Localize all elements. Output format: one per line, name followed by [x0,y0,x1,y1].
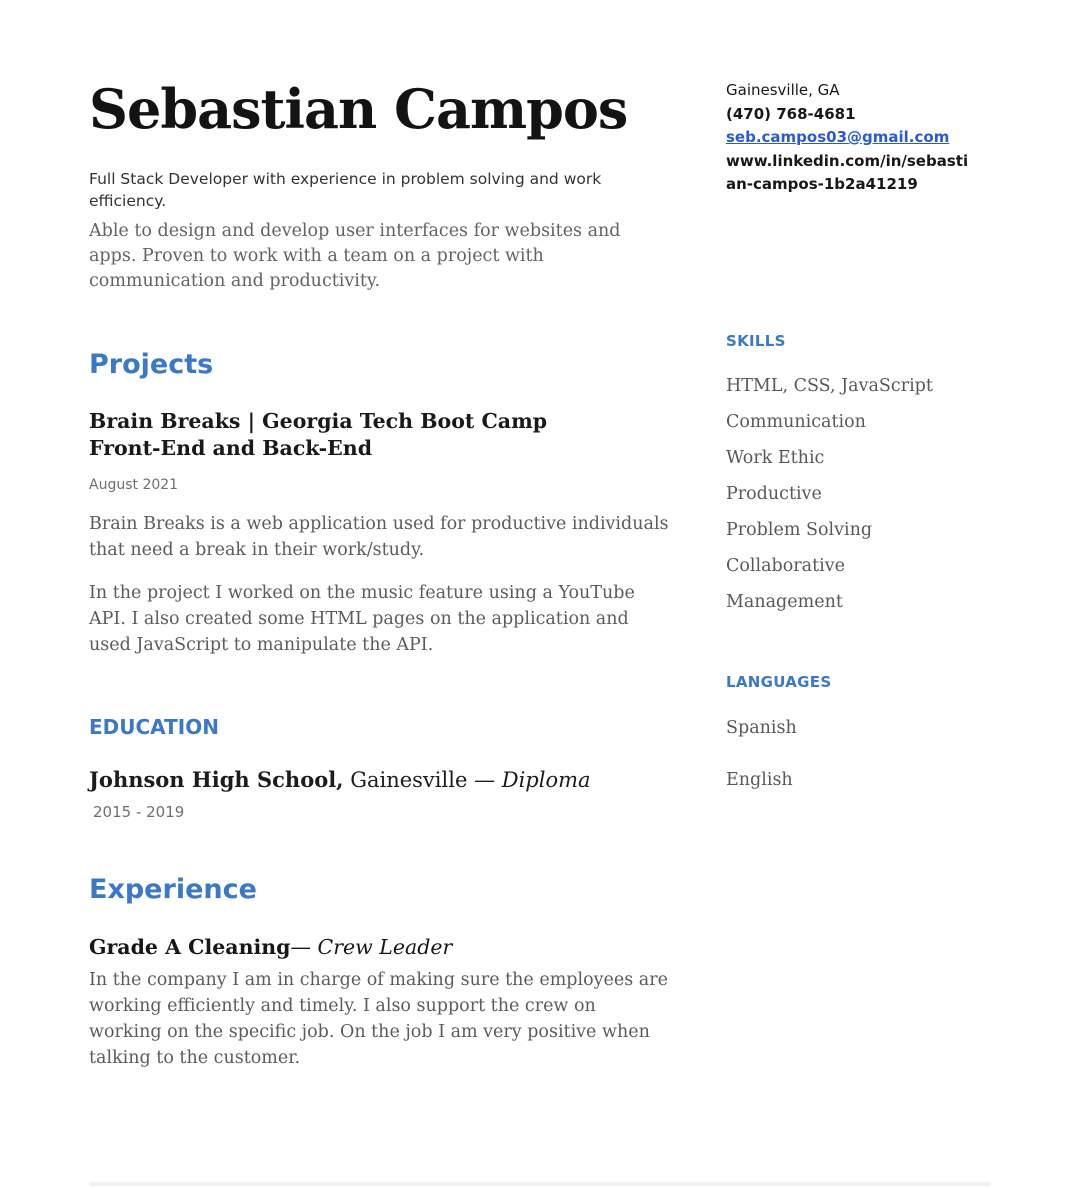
skill-item: Productive [726,483,822,504]
skill-item: Collaborative [726,555,845,576]
main-column [89,74,674,1071]
project-title-line-1: Brain Breaks | Georgia Tech Boot Camp [89,409,548,433]
contact-phone: (470) 768-4681 [726,104,856,123]
skill-item: Management [726,591,843,612]
contact-block [726,79,976,197]
experience-entry-title [89,934,674,961]
contact-email-link[interactable]: seb.campos03@gmail.com [726,128,950,146]
projects-section [89,348,674,658]
education-years: 2015 - 2019 [93,803,185,821]
education-school: Johnson High School, [89,767,344,792]
education-heading: EDUCATION [89,715,219,739]
project-paragraph: In the project I worked on the music feature using a YouTube API. I also created some HTML pages on the application and used JavaScript to manipulate the API. [89,583,635,655]
skills-list [726,368,994,620]
skill-item: Problem Solving [726,519,873,540]
experience-separator: — [290,935,312,959]
project-title-line-2: Front-End and Back-End [89,436,373,460]
skills-heading: SKILLS [726,331,786,350]
experience-company: Grade A Cleaning [89,935,291,959]
candidate-tagline: Full Stack Developer with experience in problem solving and work efficiency. [89,170,602,210]
language-item: English [726,769,793,790]
sidebar-column [726,74,994,1071]
experience-section [89,873,674,1071]
contact-linkedin: www.linkedin.com/in/sebastian-campos-1b2a41219 [726,151,969,193]
contact-location: Gainesville, GA [726,81,840,99]
skill-item: HTML, CSS, JavaScript [726,375,933,396]
project-paragraph: Brain Breaks is a web application used for productive individuals that need a break in their work/study. [89,514,669,560]
education-section [89,714,674,823]
experience-heading: Experience [89,874,257,905]
education-location: Gainesville [350,768,468,792]
page-bottom-edge [89,1182,991,1186]
skill-item: Communication [726,411,866,432]
education-separator: — [474,768,496,792]
skill-item: Work Ethic [726,447,825,468]
education-degree: Diploma [501,768,591,792]
candidate-summary: Able to design and develop user interfaces for websites and apps. Proven to work with a team on a project with communication and productivity. [89,221,621,291]
languages-list [726,702,994,806]
languages-heading: LANGUAGES [726,672,832,691]
project-item [89,408,674,658]
experience-role: Crew Leader [317,935,453,959]
candidate-name: Sebastian Campos [89,77,628,141]
projects-heading: Projects [89,349,214,380]
language-item: Spanish [726,717,797,738]
project-date: August 2021 [89,477,179,493]
experience-description: In the company I am in charge of making sure the employees are working efficiently and timely. I also support the crew on working on the specific job. On the job I am very positive when talking to the customer. [89,970,668,1068]
education-entry [89,766,674,794]
